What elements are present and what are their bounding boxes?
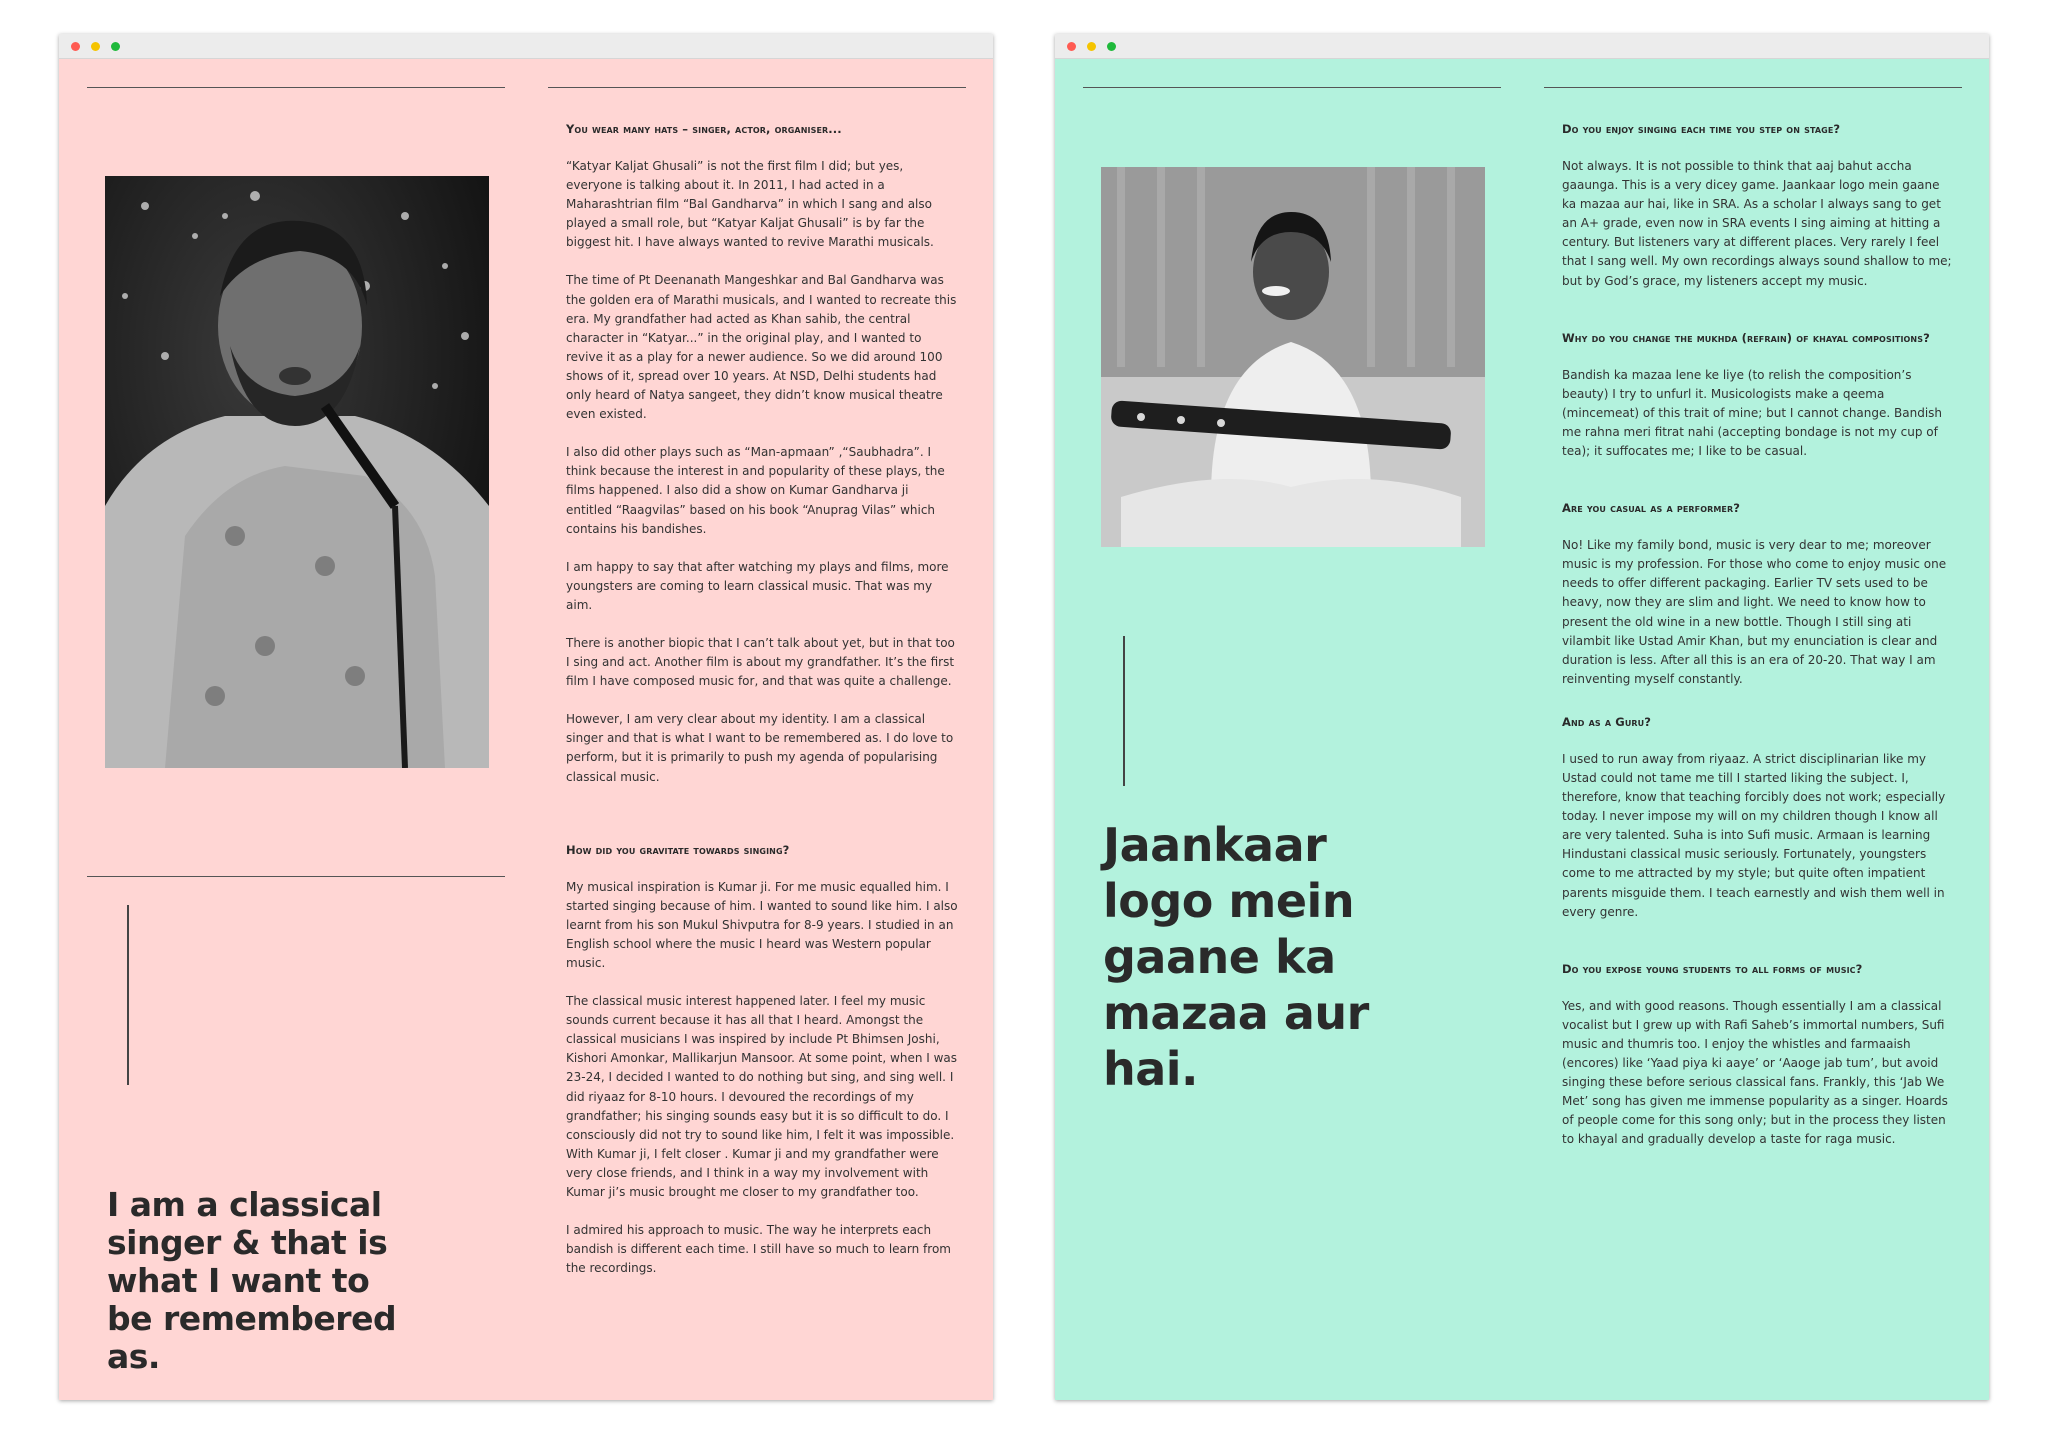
- singer-photo: [105, 176, 489, 768]
- browser-window-left: [59, 34, 993, 1400]
- maximize-window-button[interactable]: [111, 42, 120, 51]
- answer-paragraph: I also did other plays such as “Man-apmaan” ,“Saubhadra”. I think because the interest in and popularity of these plays, the films happened. I also did a show on Kumar Gandharva ji entitled “Raagvilas” based on his book “Anuprag Vilas” which contains his bandishes.: [566, 445, 945, 536]
- divider: [87, 87, 505, 88]
- question-heading: Do you expose young students to all forms of music?: [1562, 961, 1863, 976]
- question-heading: Why do you change the mukhda (refrain) of khayal compositions?: [1562, 330, 1930, 345]
- window-titlebar: [1055, 34, 1989, 59]
- pull-quote: Jaankaar logo mein gaane ka mazaa aur hai.: [1103, 818, 1369, 1096]
- answer-paragraph: “Katyar Kaljat Ghusali” is not the first film I did; but yes, everyone is talking about it. In 2011, I had acted in a Maharashtrian film “Bal Gandharva” in which I sang and also played a small role, but “Katyar Kaljat Ghusali” is by far the biggest hit. I have always wanted to revive Marathi musicals.: [566, 159, 934, 250]
- quote-accent-line: [1123, 636, 1125, 786]
- article-page-right: [1055, 59, 1989, 1400]
- minimize-window-button[interactable]: [1087, 42, 1096, 51]
- close-window-button[interactable]: [1067, 42, 1076, 51]
- answer-paragraph: The time of Pt Deenanath Mangeshkar and Bal Gandharva was the golden era of Marathi musicals, and I wanted to recreate this era. My grandfather had acted as Khan sahib, the central character in “Katyar...” in the original play, and I wanted to revive it as a play for a newer audience. So we did around 100 shows of it, spread over 10 years. At NSD, Delhi students had only heard of Natya sangeet, they didn’t know musical theatre even existed.: [566, 273, 957, 422]
- minimize-window-button[interactable]: [91, 42, 100, 51]
- divider: [1083, 87, 1501, 88]
- answer-paragraph: There is another biopic that I can’t talk about yet, but in that too I sing and act. Another film is about my grandfather. It’s the first film I have composed music for, and that was quite a challenge.: [566, 635, 955, 689]
- question-heading: And as a Guru?: [1562, 714, 1652, 729]
- interview-column-right: [1562, 120, 1954, 1168]
- answer-paragraph: I admired his approach to music. The way he interprets each bandish is different each time. I still have so much to learn from the recordings.: [566, 1223, 951, 1276]
- answer-paragraph: No! Like my family bond, music is very dear to me; moreover music is my profession. For those who come to enjoy music one needs to offer different packaging. Earlier TV sets used to be heavy, now they are slim and light. We need to know how to present the old wine in a new bottle. Though I still sing ati vilambit like Ustad Amir Khan, but my enunciation is clear and duration is less. After all this is an era of 20-20. That way I am reinventing myself constantly.: [1562, 538, 1947, 686]
- question-heading: Are you casual as a performer?: [1562, 501, 1741, 516]
- question-heading: You wear many hats – singer, actor, organiser...: [566, 122, 842, 136]
- window-titlebar: [59, 34, 993, 59]
- answer-paragraph: I used to run away from riyaaz. A strict disciplinarian like my Ustad could not tame me till I started liking the subject. I, therefore, know that teaching forcibly does not work; especially today. I never impose my will on my children though I know all are very talented. Suha is into Sufi music. Armaan is learning Hindustani classical music seriously. Fortunately, youngsters come to me attracted by my style; but quite often impatient parents misguide them. I teach earnestly and wish them well in every genre.: [1562, 751, 1946, 919]
- divider: [1544, 87, 1962, 88]
- maximize-window-button[interactable]: [1107, 42, 1116, 51]
- quote-accent-line: [127, 905, 129, 1085]
- pull-quote: I am a classical singer & that is what I want to be remembered as.: [107, 1185, 397, 1376]
- interview-column-left: [566, 120, 958, 1297]
- question-heading: Do you enjoy singing each time you step on stage?: [1562, 122, 1841, 136]
- musician-photo: [1101, 167, 1485, 547]
- close-window-button[interactable]: [71, 42, 80, 51]
- divider: [548, 87, 966, 88]
- answer-paragraph: Not always. It is not possible to think that aaj bahut accha gaaunga. This is a very dicey game. Jaankaar logo mein gaane ka mazaa aur hai, like in SRA. As a scholar I always sang to get an A+ grade, even now in SRA events I sing aiming at hitting a century. But listeners vary at different places. Very rarely I feel that I sang well. My own recordings always sound shallow to me; but by God’s grace, my listeners accept my music.: [1562, 159, 1952, 288]
- singer-photo-image: [105, 176, 489, 768]
- article-page-left: [59, 59, 993, 1400]
- answer-paragraph: Bandish ka mazaa lene ke liye (to relish the composition’s beauty) I try to unfurl it. Musicologists make a qeema (mincemeat) of this trait of mine; but I cannot change. Bandish me rahna meri fitrat nahi (accepting bondage is not my cup of tea); it suffocates me; I like to be casual.: [1562, 367, 1943, 459]
- browser-window-right: [1055, 34, 1989, 1400]
- answer-paragraph: The classical music interest happened later. I feel my music sounds current because it has all that I heard. Amongst the classical musicians I was inspired by include Pt Bhimsen Joshi, Kishori Amonkar, Mallikarjun Mansoor. At some point, when I was 23-24, I decided I wanted to do nothing but sing, and sing well. I did riyaaz for 8-10 hours. I devoured the recordings of my grandfather; his singing sounds easy but it is so difficult to do. I consciously did not try to sound like him, I felt it was impossible. With Kumar ji, I felt closer . Kumar ji and my grandfather were very close friends, and I think in a way my involvement with Kumar ji’s music brought me closer to my grandfather too.: [566, 994, 958, 1200]
- answer-paragraph: However, I am very clear about my identity. I am a classical singer and that is what I want to be remembered as. I do love to perform, but it is primarily to push my agenda of popularising classical music.: [566, 712, 954, 784]
- divider: [87, 876, 505, 877]
- answer-paragraph: My musical inspiration is Kumar ji. For me music equalled him. I started singing because of him. I wanted to sound like him. I also learnt from his son Mukul Shivputra for 8-9 years. I studied in an English school where the music I heard was Western popular music.: [566, 879, 958, 970]
- answer-paragraph: Yes, and with good reasons. Though essentially I am a classical vocalist but I grew up with Rafi Saheb’s immortal numbers, Sufi music and thumris too. I enjoy the whistles and farmaaish (encores) like ‘Yaad piya ki aaye’ or ‘Aaoge jab tum’, but avoid singing these before serious classical fans. Frankly, this ‘Jab We Met’ song has given me immense popularity as a singer. Hoards of people come for this song only; but in the process they listen to khayal and gradually develop a taste for raga music.: [1562, 998, 1948, 1147]
- answer-paragraph: I am happy to say that after watching my plays and films, more youngsters are coming to learn classical music. That was my aim.: [566, 559, 949, 612]
- musician-photo-image: [1101, 167, 1485, 547]
- question-heading: How did you gravitate towards singing?: [566, 842, 790, 857]
